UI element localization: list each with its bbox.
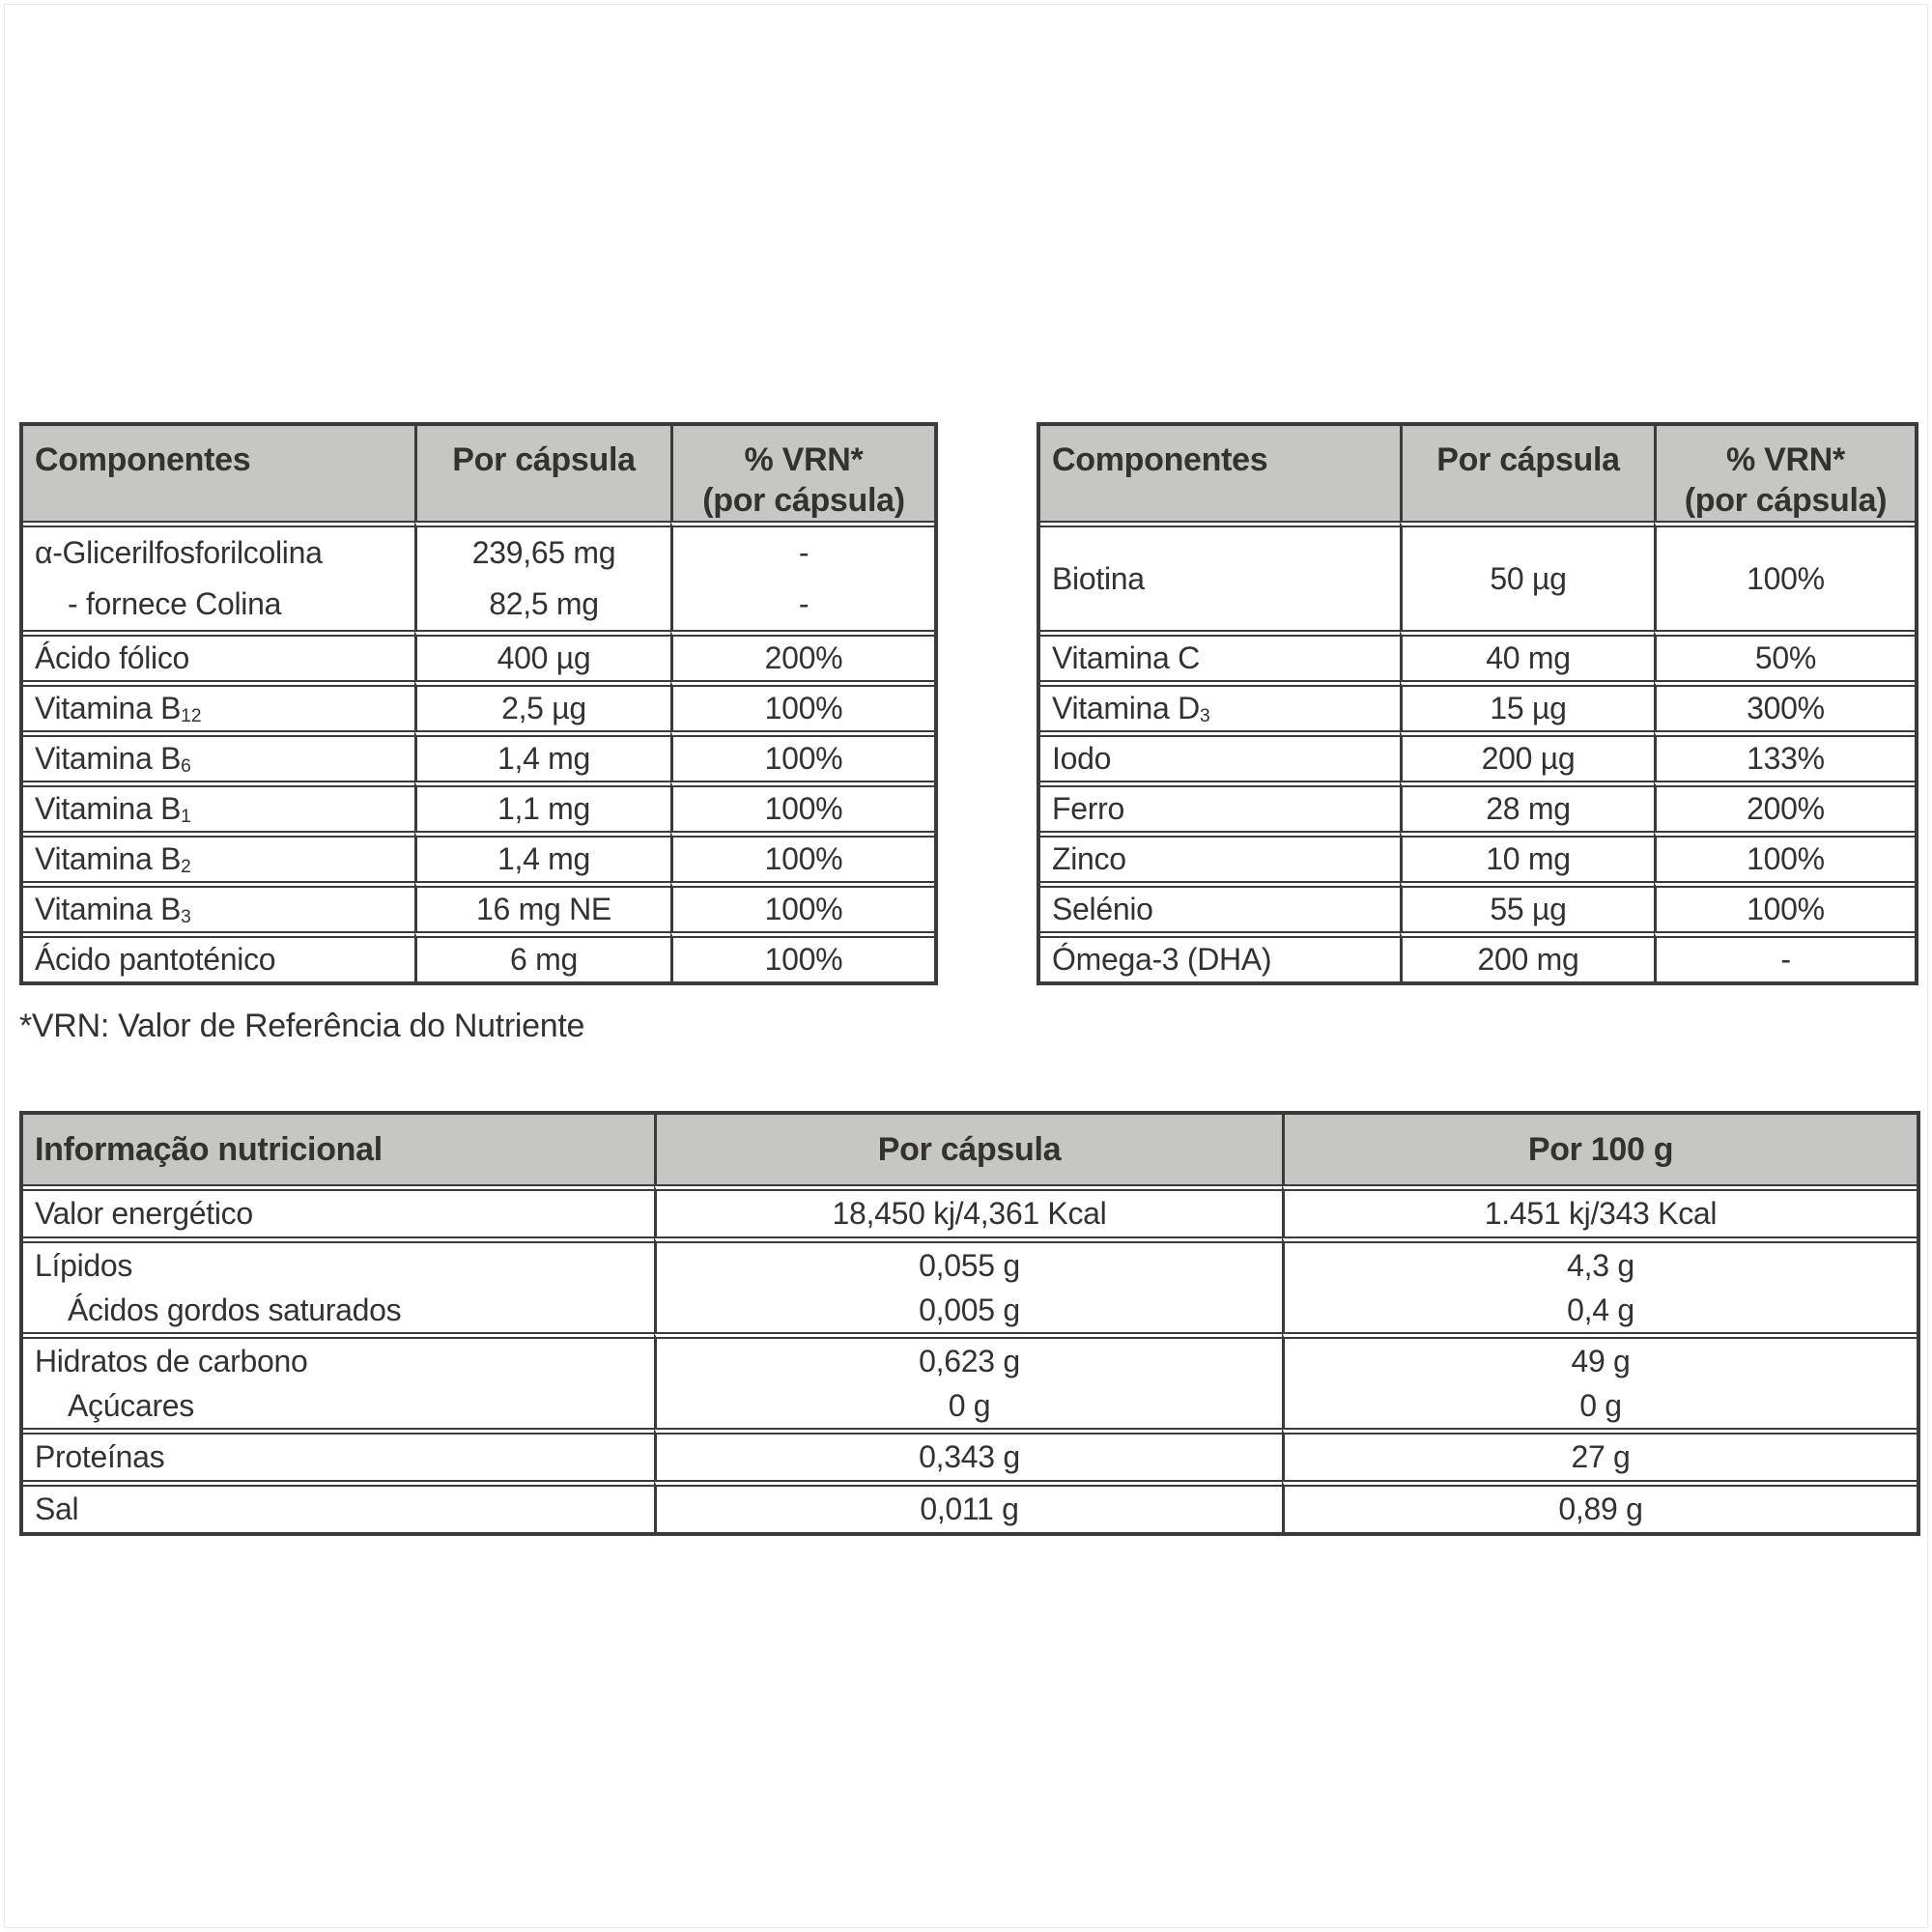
nutrition-info-header: Informação nutricional bbox=[23, 1115, 654, 1184]
component-name-cell: Ómega-3 (DHA) bbox=[1040, 931, 1400, 981]
amount-cell: 6 mg bbox=[414, 931, 670, 981]
vrn-header: % VRN* (por cápsula) bbox=[670, 426, 934, 521]
table-row bbox=[1040, 781, 1915, 831]
vrn-cell: 100% bbox=[670, 881, 934, 931]
table-row bbox=[1040, 730, 1915, 781]
amount-cell: 239,65 mg 82,5 mg bbox=[414, 521, 670, 630]
components-table-right bbox=[1037, 422, 1918, 985]
component-name-cell: Vitamina $B_1$ bbox=[23, 781, 414, 831]
vrn-cell: 100% bbox=[1654, 521, 1915, 630]
component-name-cell: Selénio bbox=[1040, 881, 1400, 931]
table-header-row bbox=[23, 426, 934, 521]
amount-cell: 10 mg bbox=[1400, 831, 1654, 881]
nutrient-label-cell: Sal bbox=[23, 1480, 654, 1532]
component-name-cell: Biotina bbox=[1040, 521, 1400, 630]
per-100g-cell: 4,3 g 0,4 g bbox=[1282, 1236, 1917, 1332]
amount-cell: 28 mg bbox=[1400, 781, 1654, 831]
table-row bbox=[1040, 881, 1915, 931]
components-header: Componentes bbox=[23, 426, 414, 521]
per-capsule-cell: 18,450 kj/4,361 Kcal bbox=[654, 1184, 1282, 1236]
component-name-cell: Vitamina $B_2$ bbox=[23, 831, 414, 881]
per-capsule-cell: 0,011 g bbox=[654, 1480, 1282, 1532]
vrn-cell: 100% bbox=[670, 831, 934, 881]
components-header: Componentes bbox=[1040, 426, 1400, 521]
component-name-cell: Vitamina $B_3$ bbox=[23, 881, 414, 931]
component-name-cell: α-Glicerilfosforilcolina - fornece Colina bbox=[23, 521, 414, 630]
amount-cell: 50 µg bbox=[1400, 521, 1654, 630]
table-row bbox=[1040, 680, 1915, 730]
per-capsule-header: Por cápsula bbox=[654, 1115, 1282, 1184]
table-row bbox=[1040, 630, 1915, 680]
table-row bbox=[23, 730, 934, 781]
amount-cell: 16 mg NE bbox=[414, 881, 670, 931]
vrn-cell: 100% bbox=[670, 781, 934, 831]
component-name-cell: Ácido fólico bbox=[23, 630, 414, 680]
table-row bbox=[23, 931, 934, 981]
per-capsule-header: Por cápsula bbox=[414, 426, 670, 521]
vrn-cell: 100% bbox=[1654, 831, 1915, 881]
per-100g-cell: 0,89 g bbox=[1282, 1480, 1917, 1532]
table-row bbox=[1040, 521, 1915, 630]
component-name-cell: Ferro bbox=[1040, 781, 1400, 831]
table-row bbox=[23, 1480, 1917, 1532]
amount-cell: 1,1 mg bbox=[414, 781, 670, 831]
vrn-cell: 300% bbox=[1654, 680, 1915, 730]
vrn-cell: 100% bbox=[670, 680, 934, 730]
components-table-left bbox=[19, 422, 938, 985]
table-row bbox=[23, 831, 934, 881]
table-row bbox=[23, 1236, 1917, 1332]
per-capsule-cell: 0,343 g bbox=[654, 1428, 1282, 1480]
vrn-header: % VRN* (por cápsula) bbox=[1654, 426, 1915, 521]
table-row bbox=[23, 1332, 1917, 1428]
table-row bbox=[23, 521, 934, 630]
vrn-cell: - - bbox=[670, 521, 934, 630]
amount-cell: 200 mg bbox=[1400, 931, 1654, 981]
per-100g-cell: 1.451 kj/343 Kcal bbox=[1282, 1184, 1917, 1236]
amount-cell: 1,4 mg bbox=[414, 730, 670, 781]
per-100g-cell: 27 g bbox=[1282, 1428, 1917, 1480]
component-name-cell: Vitamina $B_6$ bbox=[23, 730, 414, 781]
amount-cell: 400 µg bbox=[414, 630, 670, 680]
vrn-cell: 100% bbox=[1654, 881, 1915, 931]
vrn-cell: 133% bbox=[1654, 730, 1915, 781]
component-name-cell: Iodo bbox=[1040, 730, 1400, 781]
table-row bbox=[1040, 931, 1915, 981]
vrn-cell: 200% bbox=[1654, 781, 1915, 831]
nutrient-label-cell: Proteínas bbox=[23, 1428, 654, 1480]
component-name-cell: Vitamina C bbox=[1040, 630, 1400, 680]
per-capsule-cell: 0,055 g 0,005 g bbox=[654, 1236, 1282, 1332]
vrn-footnote: *VRN: Valor de Referência do Nutriente bbox=[19, 1008, 585, 1044]
component-name-cell: Vitamina $D_3$ bbox=[1040, 680, 1400, 730]
amount-cell: 200 µg bbox=[1400, 730, 1654, 781]
table-header-row bbox=[1040, 426, 1915, 521]
nutrient-label-cell: Hidratos de carbono Açúcares bbox=[23, 1332, 654, 1428]
per-100g-header: Por 100 g bbox=[1282, 1115, 1917, 1184]
nutrient-label-cell: Valor energético bbox=[23, 1184, 654, 1236]
amount-cell: 55 µg bbox=[1400, 881, 1654, 931]
table-row bbox=[23, 1428, 1917, 1480]
table-row bbox=[23, 881, 934, 931]
per-100g-cell: 49 g 0 g bbox=[1282, 1332, 1917, 1428]
vrn-cell: - bbox=[1654, 931, 1915, 981]
per-capsule-cell: 0,623 g 0 g bbox=[654, 1332, 1282, 1428]
table-row bbox=[1040, 831, 1915, 881]
component-name-cell: Ácido pantoténico bbox=[23, 931, 414, 981]
nutrient-label-cell: Lípidos Ácidos gordos saturados bbox=[23, 1236, 654, 1332]
component-name-cell: Zinco bbox=[1040, 831, 1400, 881]
table-row bbox=[23, 630, 934, 680]
nutrition-table bbox=[19, 1111, 1920, 1536]
table-row bbox=[23, 1184, 1917, 1236]
amount-cell: 1,4 mg bbox=[414, 831, 670, 881]
table-row bbox=[23, 781, 934, 831]
vrn-cell: 100% bbox=[670, 931, 934, 981]
vrn-cell: 100% bbox=[670, 730, 934, 781]
component-name-cell: Vitamina $B_{12}$ bbox=[23, 680, 414, 730]
amount-cell: 40 mg bbox=[1400, 630, 1654, 680]
table-row bbox=[23, 680, 934, 730]
per-capsule-header: Por cápsula bbox=[1400, 426, 1654, 521]
vrn-cell: 200% bbox=[670, 630, 934, 680]
table-header-row bbox=[23, 1115, 1917, 1184]
vrn-cell: 50% bbox=[1654, 630, 1915, 680]
amount-cell: 2,5 µg bbox=[414, 680, 670, 730]
amount-cell: 15 µg bbox=[1400, 680, 1654, 730]
